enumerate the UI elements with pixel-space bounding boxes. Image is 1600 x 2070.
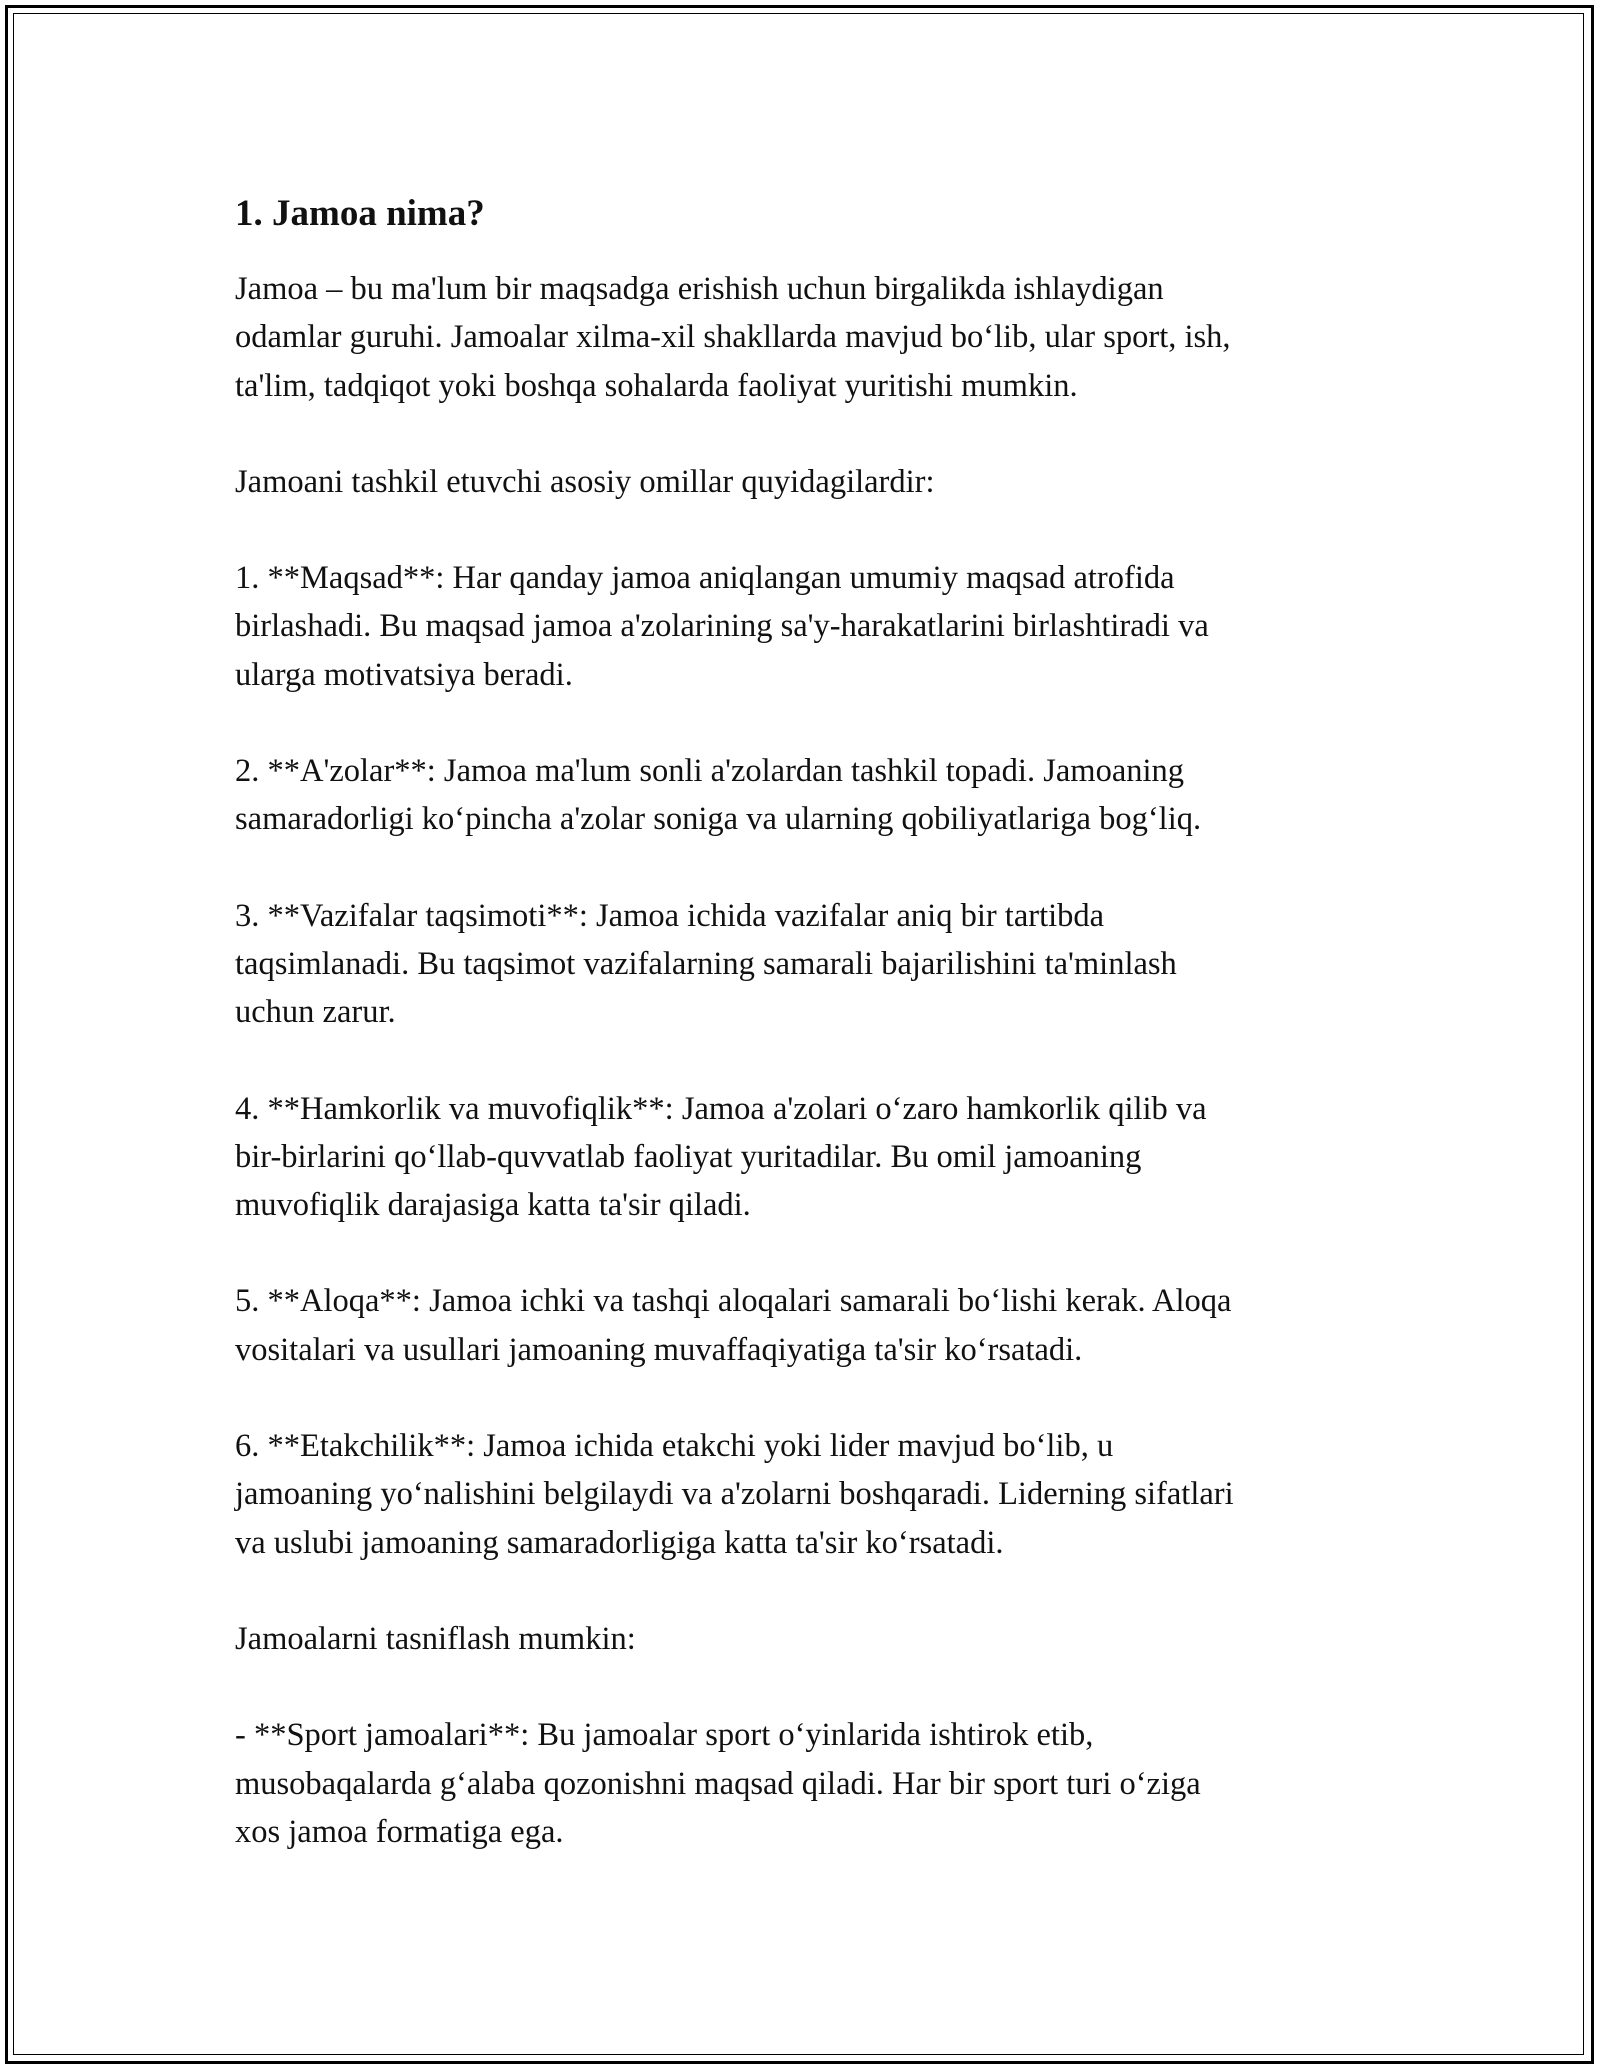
text-line: odamlar guruhi. Jamoalar xilma-xil shakllarda mavjud bo‘lib, ular sport, ish, [235, 319, 1231, 356]
list-item-maqsad [235, 554, 1375, 699]
list-item-vazifalar [235, 892, 1375, 1037]
document-body [235, 188, 1375, 1856]
list-item-aloqa [235, 1277, 1375, 1374]
text-line: 1. **Maqsad**: Har qanday jamoa aniqlangan umumiy maqsad atrofida [235, 560, 1175, 597]
text-line: bir-birlarini qo‘llab-quvvatlab faoliyat yuritadilar. Bu omil jamoaning [235, 1138, 1142, 1175]
text-line: taqsimlanadi. Bu taqsimot vazifalarning samarali bajarilishini ta'minlash [235, 945, 1177, 982]
factors-intro-paragraph [235, 458, 1375, 506]
text-line: xos jamoa formatiga ega. [235, 1813, 564, 1850]
text-line: 2. **A'zolar**: Jamoa ma'lum sonli a'zolardan tashkil topadi. Jamoaning [235, 753, 1185, 790]
intro-paragraph [235, 265, 1375, 410]
text-line: Jamoani tashkil etuvchi asosiy omillar quyidagilardir: [235, 463, 935, 500]
text-line: vositalari va usullari jamoaning muvaffaqiyatiga ta'sir ko‘rsatadi. [235, 1331, 1083, 1368]
text-line: Jamoalarni tasniflash mumkin: [235, 1620, 636, 1657]
list-item-azolar [235, 747, 1375, 844]
text-line: 4. **Hamkorlik va muvofiqlik**: Jamoa a'zolari o‘zaro hamkorlik qilib va [235, 1090, 1207, 1127]
list-item-hamkorlik [235, 1085, 1375, 1230]
text-line: uchun zarur. [235, 994, 396, 1031]
text-line: musobaqalarda g‘alaba qozonishni maqsad qiladi. Har bir sport turi o‘ziga [235, 1765, 1201, 1802]
text-line: ta'lim, tadqiqot yoki boshqa sohalarda faoliyat yuritishi mumkin. [235, 367, 1078, 404]
text-line: - **Sport jamoalari**: Bu jamoalar sport o‘yinlarida ishtirok etib, [235, 1717, 1094, 1754]
text-line: Jamoa – bu ma'lum bir maqsadga erishish uchun birgalikda ishlaydigan [235, 271, 1164, 307]
text-line: jamoaning yo‘nalishini belgilaydi va a'zolarni boshqaradi. Liderning sifatlari [235, 1476, 1234, 1513]
text-line: 6. **Etakchilik**: Jamoa ichida etakchi yoki lider mavjud bo‘lib, u [235, 1428, 1114, 1465]
text-line: 3. **Vazifalar taqsimoti**: Jamoa ichida vazifalar aniq bir tartibda [235, 897, 1105, 934]
text-line: samaradorligi ko‘pincha a'zolar soniga va ularning qobiliyatlariga bog‘liq. [235, 801, 1202, 838]
section-heading: 1. Jamoa nima? [235, 193, 485, 234]
text-line: birlashadi. Bu maqsad jamoa a'zolarining sa'y-harakatlarini birlashtiradi va [235, 608, 1209, 645]
text-line: ularga motivatsiya beradi. [235, 656, 573, 693]
list-item-etakchilik [235, 1422, 1375, 1567]
text-line: 5. **Aloqa**: Jamoa ichki va tashqi aloqalari samarali bo‘lishi kerak. Aloqa [235, 1283, 1232, 1320]
list-item-sport-jamoalari [235, 1711, 1375, 1856]
text-line: va uslubi jamoaning samaradorligiga katta ta'sir ko‘rsatadi. [235, 1524, 1004, 1561]
classification-intro-paragraph [235, 1615, 1375, 1663]
text-line: muvofiqlik darajasiga katta ta'sir qiladi. [235, 1187, 751, 1224]
